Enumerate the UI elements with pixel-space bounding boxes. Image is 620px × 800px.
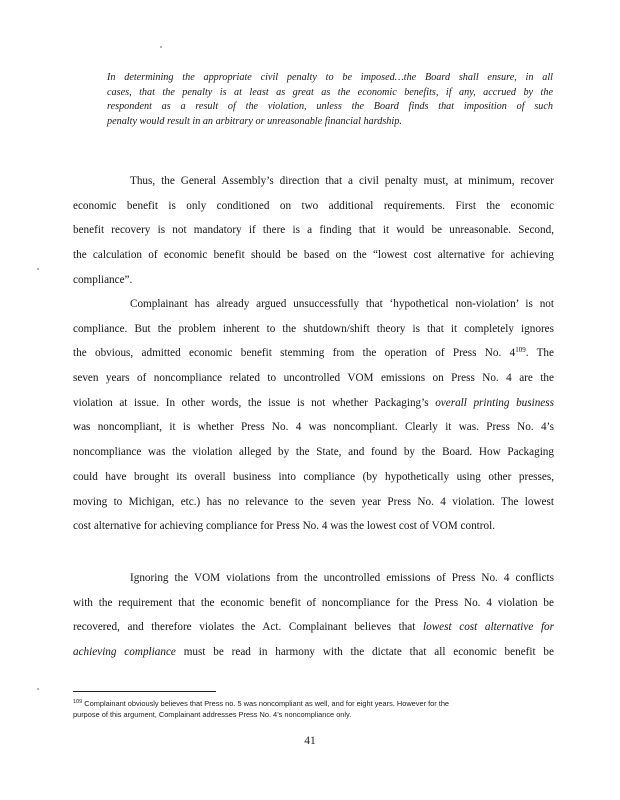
paragraph-text: recovered, and therefore violates the Act. Complainant believes that — [73, 621, 424, 634]
paragraph-line — [73, 615, 554, 640]
scan-speck — [37, 268, 39, 270]
paragraph-vom-violations — [73, 566, 554, 665]
paragraph-line: noncompliance was the violation alleged by the State, and found by the Board. How Packaging — [73, 446, 554, 459]
block-quote — [107, 71, 553, 129]
paragraph-text: must be read in harmony with the dictate that all economic benefit be — [175, 646, 554, 659]
paragraph-line: benefit recovery is not mandatory if there is a finding that it would be unreasonable. Second, — [73, 224, 554, 237]
emphasis-text: lowest cost alternative for — [423, 621, 555, 634]
paragraph-line — [73, 640, 554, 665]
footnote-marker: 109 — [73, 699, 83, 705]
paragraph-line: compliance. But the problem inherent to the shutdown/shift theory is that it completely ignores — [73, 322, 554, 335]
page-number: 41 — [304, 735, 316, 747]
emphasis-text: overall printing business — [435, 396, 554, 409]
paragraph-line — [73, 391, 554, 416]
quote-line: In determining the appropriate civil penalty to be imposed…the Board shall ensure, in all — [107, 72, 553, 83]
paragraph-text: . The — [525, 347, 554, 360]
paragraph-line: compliance”. — [73, 273, 133, 286]
emphasis-text: achieving compliance — [73, 646, 176, 659]
paragraph-line: could have brought its overall business into compliance (by hypothetically using other presses, — [73, 470, 554, 483]
paragraph-line: cost alternative for achieving compliance for Press No. 4 was the lowest cost of VOM control. — [73, 520, 496, 533]
paragraph-line: the calculation of economic benefit should be based on the “lowest cost alternative for achieving — [73, 249, 554, 262]
paragraph-line: was noncompliant, it is whether Press No. 4 was noncompliant. Clearly it was. Press No. 4’s — [73, 421, 554, 434]
quote-line: penalty would result in an arbitrary or unreasonable financial hardship. — [107, 115, 402, 127]
paragraph-line: economic benefit is only conditioned on two additional requirements. First the economic — [73, 199, 554, 212]
scan-speck — [37, 688, 39, 690]
paragraph-line: Ignoring the VOM violations from the uncontrolled emissions of Press No. 4 conflicts — [130, 572, 554, 584]
footnote-reference: 109 — [515, 346, 526, 355]
footnote — [73, 699, 543, 720]
paragraph-shutdown-theory — [73, 292, 554, 539]
footnote-line — [73, 699, 543, 710]
paragraph-economic-benefit — [73, 169, 554, 292]
footnote-text: Complainant obviously believes that Press no. 5 was noncompliant as well, and for eight years. However for the — [82, 699, 450, 708]
quote-line: respondent as a result of the violation, unless the Board finds that imposition of such — [107, 101, 553, 113]
footnote-line: purpose of this argument, Complainant addresses Press No. 4’s noncompliance only. — [73, 709, 352, 719]
paragraph-line: with the requirement that the economic benefit of noncompliance for the Press No. 4 violation be — [73, 596, 554, 609]
footnote-divider — [73, 691, 216, 692]
paragraph-line: Thus, the General Assembly’s direction that a civil penalty must, at minimum, recover — [130, 175, 554, 187]
paragraph-line — [73, 341, 554, 366]
paragraph-text: violation at issue. In other words, the issue is not whether Packaging’s — [73, 396, 436, 409]
paragraph-line: seven years of noncompliance related to uncontrolled VOM emissions on Press No. 4 are the — [73, 372, 554, 385]
paragraph-text: the obvious, admitted economic benefit stemming from the operation of Press No. 4 — [73, 347, 516, 360]
scan-speck — [160, 46, 162, 48]
paragraph-line: moving to Michigan, etc.) has no relevance to the seven year Press No. 4 violation. The lowest — [73, 495, 554, 508]
quote-line: cases, that the penalty is at least as great as the economic benefits, if any, accrued by the — [107, 86, 553, 98]
paragraph-line: Complainant has already argued unsuccessfully that ‘hypothetical non-violation’ is not — [130, 298, 554, 310]
